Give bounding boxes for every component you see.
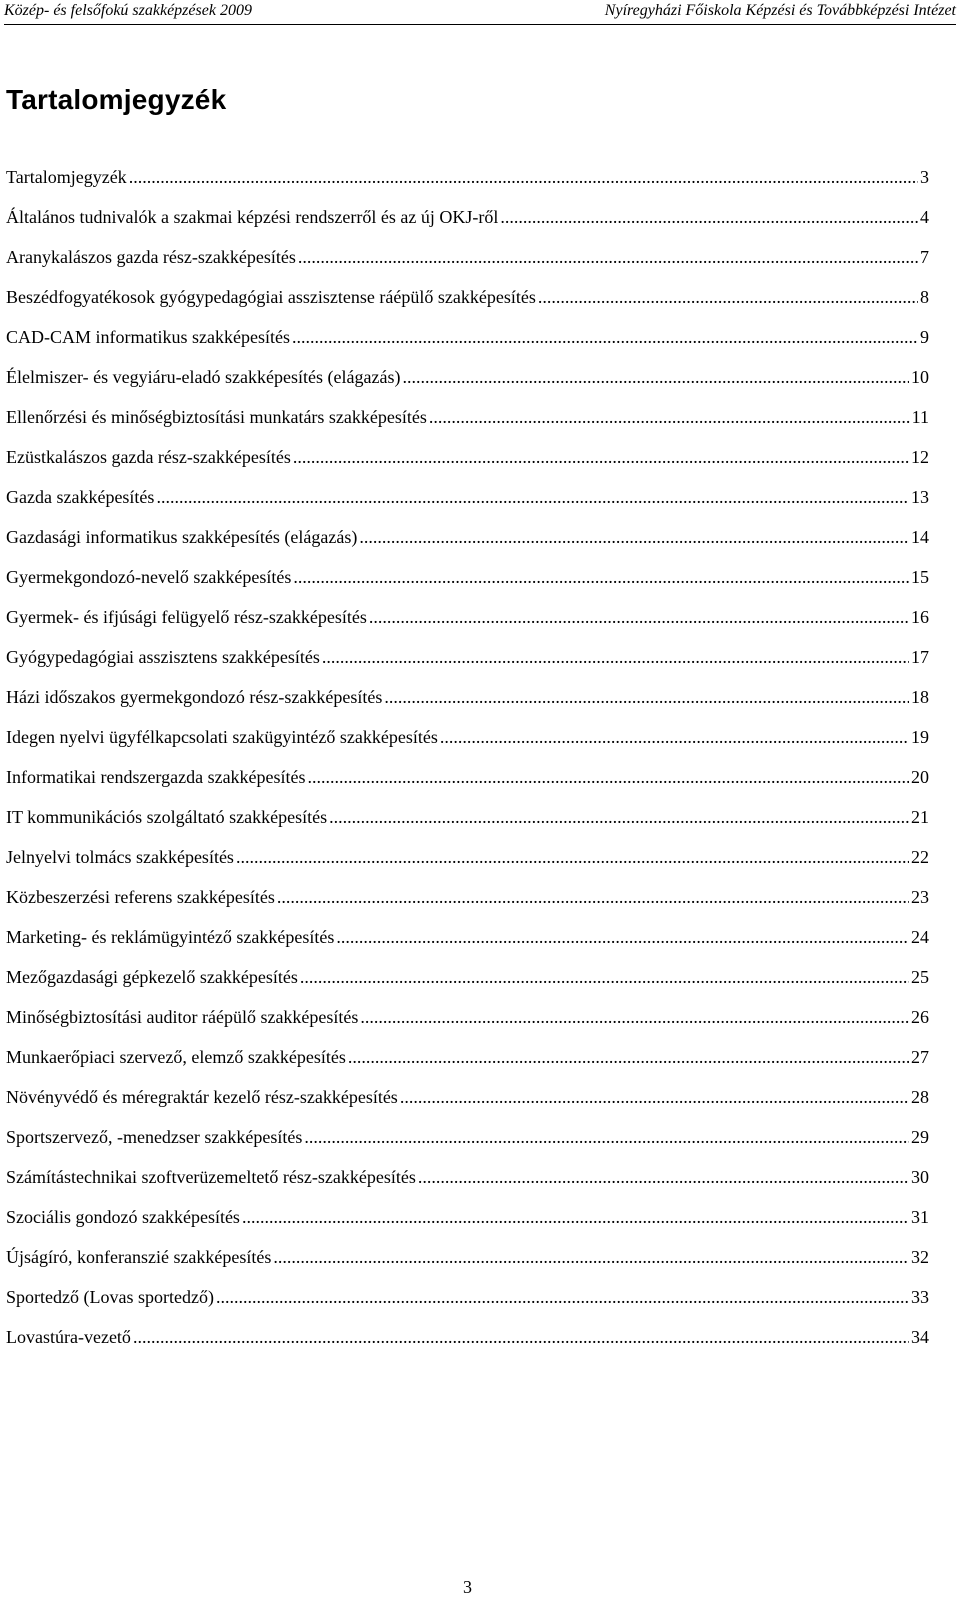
toc-entry-page-number: 15 [911,567,929,587]
toc-entry-page-number: 31 [911,1207,929,1227]
dot-leader [329,804,909,830]
toc-entry[interactable] [6,884,929,924]
toc-entry[interactable] [6,1244,929,1284]
toc-entry-title: Általános tudnivalók a szakmai képzési rendszerről és az új OKJ-ről [6,207,499,227]
toc-entry-page-number: 32 [911,1247,929,1267]
dot-leader [304,1124,909,1150]
toc-entry[interactable] [6,484,929,524]
header-right-text: Nyíregyházi Főiskola Képzési és Továbbképzési Intézet [604,2,956,19]
dot-leader [242,1204,909,1230]
toc-entry-page-number: 7 [920,247,929,267]
toc-entry-title: Gyermek- és ifjúsági felügyelő rész-szakképesítés [6,607,367,627]
table-of-contents [6,164,929,1364]
toc-entry-title: CAD-CAM informatikus szakképesítés [6,327,290,347]
toc-entry[interactable] [6,1124,929,1164]
dot-leader [384,684,909,710]
dot-leader [277,884,909,910]
toc-entry[interactable] [6,404,929,444]
dot-leader [360,1004,909,1030]
dot-leader [298,244,918,270]
toc-entry-page-number: 16 [911,607,929,627]
toc-entry-title: Ezüstkalászos gazda rész-szakképesítés [6,447,291,467]
dot-leader [293,564,909,590]
toc-entry-title: Élelmiszer- és vegyiáru-eladó szakképesítés (elágazás) [6,367,401,387]
dot-leader [400,1084,909,1110]
toc-entry-page-number: 4 [920,207,929,227]
toc-entry-title: Szociális gondozó szakképesítés [6,1207,240,1227]
toc-entry[interactable] [6,564,929,604]
toc-entry[interactable] [6,804,929,844]
dot-leader [273,1244,909,1270]
toc-entry-page-number: 12 [911,447,929,467]
toc-entry[interactable] [6,284,929,324]
toc-entry[interactable] [6,964,929,1004]
toc-entry-title: Közbeszerzési referens szakképesítés [6,887,275,907]
toc-entry-title: Újságíró, konferanszié szakképesítés [6,1247,272,1267]
dot-leader [156,484,909,510]
toc-entry-page-number: 13 [911,487,929,507]
dot-leader [440,724,909,750]
header-left-text: Közép- és felsőfokú szakképzések 2009 [4,2,252,19]
toc-entry[interactable] [6,644,929,684]
toc-entry[interactable] [6,1084,929,1124]
toc-entry-title: Jelnyelvi tolmács szakképesítés [6,847,234,867]
toc-entry-page-number: 27 [911,1047,929,1067]
toc-entry-page-number: 22 [911,847,929,867]
toc-entry-page-number: 33 [911,1287,929,1307]
dot-leader [292,324,918,350]
page-header [4,2,956,25]
toc-entry[interactable] [6,204,929,244]
toc-entry-page-number: 19 [911,727,929,747]
toc-entry[interactable] [6,164,929,204]
toc-entry-title: Marketing- és reklámügyintéző szakképesítés [6,927,335,947]
toc-entry[interactable] [6,444,929,484]
toc-entry-page-number: 23 [911,887,929,907]
page-title: Tartalomjegyzék [6,84,227,115]
toc-entry-page-number: 20 [911,767,929,787]
toc-entry-title: Sportedző (Lovas sportedző) [6,1287,214,1307]
dot-leader [133,1324,909,1350]
toc-entry-title: Tartalomjegyzék [6,167,127,187]
dot-leader [129,164,918,190]
dot-leader [293,444,909,470]
toc-entry[interactable] [6,684,929,724]
toc-entry-title: Számítástechnikai szoftverüzemeltető rész-szakképesítés [6,1167,416,1187]
dot-leader [500,204,918,230]
dot-leader [418,1164,909,1190]
toc-entry-page-number: 24 [911,927,929,947]
toc-entry[interactable] [6,1284,929,1324]
toc-entry[interactable] [6,1164,929,1204]
toc-entry[interactable] [6,524,929,564]
toc-entry-title: Beszédfogyatékosok gyógypedagógiai asszisztense ráépülő szakképesítés [6,287,536,307]
toc-entry-page-number: 30 [911,1167,929,1187]
toc-entry[interactable] [6,764,929,804]
toc-entry[interactable] [6,324,929,364]
toc-entry-title: Növényvédő és méregraktár kezelő rész-szakképesítés [6,1087,398,1107]
toc-entry-page-number: 3 [920,167,929,187]
dot-leader [359,524,909,550]
dot-leader [216,1284,909,1310]
toc-entry-page-number: 25 [911,967,929,987]
toc-entry-title: Gazdasági informatikus szakképesítés (elágazás) [6,527,358,547]
toc-entry[interactable] [6,924,929,964]
toc-entry-page-number: 17 [911,647,929,667]
toc-entry-title: Minőségbiztosítási auditor ráépülő szakképesítés [6,1007,359,1027]
toc-entry-page-number: 26 [911,1007,929,1027]
toc-entry[interactable] [6,844,929,884]
toc-entry-page-number: 9 [920,327,929,347]
toc-entry[interactable] [6,244,929,284]
toc-entry[interactable] [6,1004,929,1044]
toc-entry-title: Mezőgazdasági gépkezelő szakképesítés [6,967,298,987]
toc-entry-title: Idegen nyelvi ügyfélkapcsolati szakügyintéző szakképesítés [6,727,438,747]
toc-entry-page-number: 8 [920,287,929,307]
toc-entry-title: IT kommunikációs szolgáltató szakképesítés [6,807,328,827]
dot-leader [429,404,910,430]
toc-entry[interactable] [6,1044,929,1084]
dot-leader [336,924,909,950]
dot-leader [538,284,918,310]
dot-leader [348,1044,909,1070]
toc-entry-title: Gyógypedagógiai asszisztens szakképesítés [6,647,320,667]
toc-entry-page-number: 14 [911,527,929,547]
toc-entry[interactable] [6,364,929,404]
toc-entry[interactable] [6,1204,929,1244]
toc-entry-title: Ellenőrzési és minőségbiztosítási munkatárs szakképesítés [6,407,427,427]
dot-leader [369,604,909,630]
toc-entry-title: Munkaerőpiaci szervező, elemző szakképesítés [6,1047,346,1067]
toc-entry-page-number: 21 [911,807,929,827]
dot-leader [236,844,909,870]
dot-leader [402,364,909,390]
toc-entry[interactable] [6,724,929,764]
toc-entry-page-number: 34 [911,1327,929,1347]
toc-entry-page-number: 28 [911,1087,929,1107]
toc-entry-page-number: 18 [911,687,929,707]
page-number: 3 [463,1577,472,1597]
toc-entry-title: Informatikai rendszergazda szakképesítés [6,767,306,787]
dot-leader [300,964,909,990]
dot-leader [308,764,909,790]
toc-entry[interactable] [6,1324,929,1364]
dot-leader [322,644,909,670]
toc-entry-page-number: 29 [911,1127,929,1147]
toc-entry-page-number: 11 [911,407,929,427]
toc-entry-title: Házi időszakos gyermekgondozó rész-szakképesítés [6,687,383,707]
toc-entry-title: Gazda szakképesítés [6,487,155,507]
toc-entry-page-number: 10 [911,367,929,387]
toc-entry-title: Lovastúra-vezető [6,1327,131,1347]
toc-entry-title: Gyermekgondozó-nevelő szakképesítés [6,567,292,587]
toc-entry[interactable] [6,604,929,644]
toc-entry-title: Aranykalászos gazda rész-szakképesítés [6,247,296,267]
toc-entry-title: Sportszervező, -menedzser szakképesítés [6,1127,303,1147]
